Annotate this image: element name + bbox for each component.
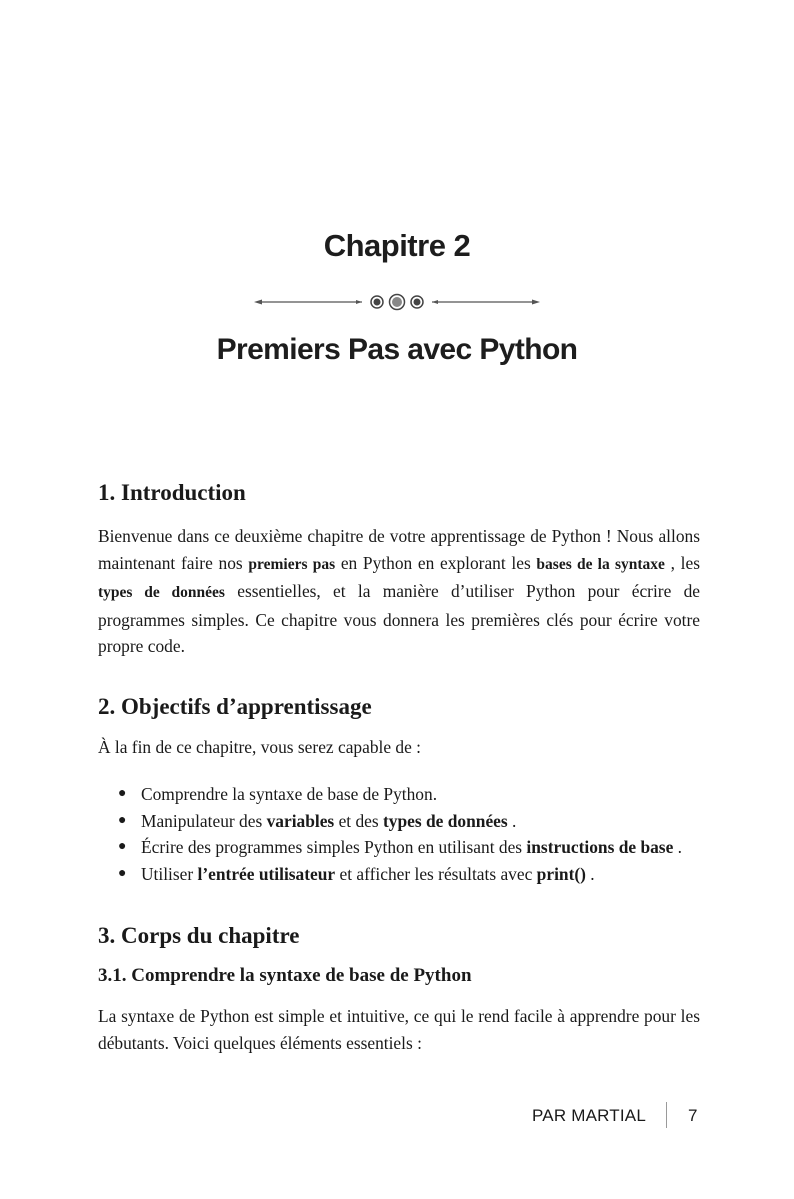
page-number: 7 — [688, 1106, 698, 1125]
introduction-paragraph — [98, 523, 700, 660]
objective-text: Écrire des programmes simples Python en utilisant des — [141, 837, 527, 857]
list-item — [98, 834, 700, 861]
objective-text: . — [673, 837, 682, 857]
section-heading-body: 3. Corps du chapitre — [98, 923, 300, 948]
intro-text-2: en Python en explorant les — [335, 552, 537, 573]
subsection-heading-syntax: 3.1. Comprendre la syntaxe de base de Python — [98, 965, 472, 986]
intro-bold-types: types de données — [98, 584, 225, 601]
list-item — [98, 808, 700, 835]
chapter-label: Chapitre 2 — [323, 228, 471, 263]
bullet-icon: ● — [118, 812, 127, 828]
objective-text: Comprendre la syntaxe de base de Python. — [141, 784, 438, 804]
objective-bold: types de données — [383, 810, 508, 831]
objectives-list — [98, 781, 700, 887]
bullet-icon: ● — [118, 786, 127, 801]
section-heading-objectives: 2. Objectifs d’apprentissage — [98, 693, 372, 719]
chapter-title: Premiers Pas avec Python — [216, 333, 578, 366]
objective-text: et afficher les résultats avec — [335, 863, 537, 884]
objective-bold: l’entrée utilisateur — [197, 863, 336, 884]
bullet-icon: ● — [118, 839, 127, 854]
footer-author: PAR MARTIAL — [532, 1106, 646, 1125]
objective-text: Utiliser — [141, 863, 198, 884]
intro-text-4: essentielles, et la manière d’utiliser Python pour écrire de programmes simples. Ce chapitre vous donnera les premières clés pour écrire votre propre code. — [98, 581, 700, 656]
chapter-content — [98, 478, 700, 1056]
objective-bold: variables — [266, 810, 335, 831]
intro-text-3: , les — [664, 552, 700, 573]
section-heading-introduction: 1. Introduction — [98, 480, 246, 505]
objective-text: . — [585, 863, 595, 884]
objective-bold: print() — [536, 863, 586, 884]
list-item — [98, 861, 700, 888]
objective-bold: instructions de base — [526, 837, 674, 857]
ornament-divider-icon — [0, 288, 794, 316]
page-footer — [0, 1106, 794, 1130]
footer-separator — [666, 1102, 667, 1128]
objective-text: Manipulateur des — [141, 810, 267, 831]
list-item — [98, 781, 700, 808]
objectives-intro: À la fin de ce chapitre, vous serez capable de : — [98, 736, 422, 757]
intro-bold-syntaxe: bases de la syntaxe — [536, 555, 665, 573]
syntax-paragraph: La syntaxe de Python est simple et intuitive, ce qui le rend facile à apprendre pour les débutants. Voici quelques éléments essentiels : — [98, 1006, 700, 1053]
bullet-icon: ● — [118, 865, 127, 881]
intro-text-1: Bienvenue dans ce deuxième chapitre de votre apprentissage de Python ! Nous allons maintenant faire nos — [98, 526, 700, 573]
objective-text: . — [507, 810, 517, 831]
objective-text: et des — [334, 810, 383, 831]
intro-bold-premiers-pas: premiers pas — [248, 555, 336, 573]
